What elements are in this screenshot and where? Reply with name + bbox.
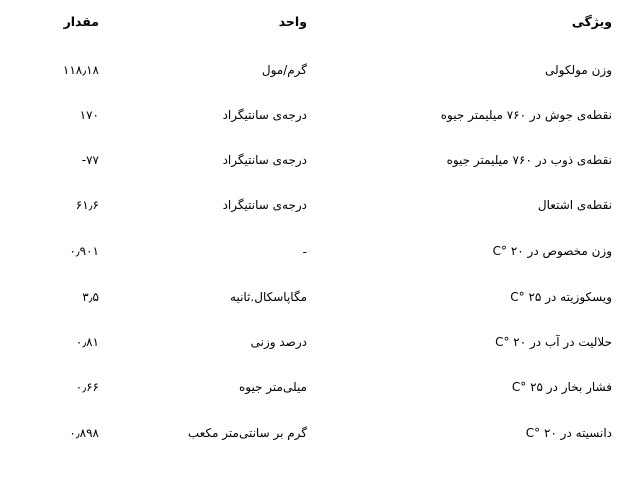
row-unit: درجه‌ی سانتیگراد: [222, 108, 307, 122]
row-unit: گرم بر سانتی‌متر مکعب: [187, 426, 307, 440]
row-property: وزن مولکولی: [545, 63, 612, 77]
row-property: نقطه‌ی اشتعال: [537, 198, 612, 212]
row-property: ویسکوزیته در ۲۵ °C: [510, 290, 612, 304]
row-property: وزن مخصوص در ۲۰ °C: [492, 244, 612, 258]
row-value: ۰٫۹۰۱: [69, 244, 99, 258]
row-value: ۰٫۸۹۸: [69, 426, 99, 440]
row-value: ۷۷-: [81, 153, 99, 167]
row-property: نقطه‌ی جوش در ۷۶۰ میلیمتر جیوه: [440, 108, 612, 122]
row-property: فشار بخار در ۲۵ °C: [511, 380, 612, 394]
header-value: مقدار: [63, 14, 99, 29]
row-unit: درجه‌ی سانتیگراد: [222, 153, 307, 167]
row-property: دانسیته در ۲۰ °C: [525, 426, 612, 440]
row-property: نقطه‌ی ذوب در ۷۶۰ میلیمتر جیوه: [446, 153, 612, 167]
row-value: ۰٫۶۶: [75, 380, 99, 394]
row-unit: -: [302, 245, 307, 259]
row-unit: گرم/مول: [261, 63, 307, 77]
header-property: ویژگی: [571, 14, 612, 29]
row-value: ۱۷۰: [79, 108, 99, 122]
row-unit: مگاپاسکال.ثانیه: [230, 290, 307, 304]
row-unit: درصد وزنی: [250, 335, 307, 349]
row-value: ۱۱۸٫۱۸: [62, 63, 99, 77]
row-value: ۶۱٫۶: [75, 198, 99, 212]
row-value: ۰٫۸۱: [75, 335, 99, 349]
row-property: حلالیت در آب در ۲۰ °C: [495, 335, 612, 349]
row-unit: درجه‌ی سانتیگراد: [222, 198, 307, 212]
header-unit: واحد: [278, 14, 307, 29]
row-value: ۳٫۵: [82, 290, 99, 304]
row-unit: میلی‌متر جیوه: [238, 380, 307, 394]
